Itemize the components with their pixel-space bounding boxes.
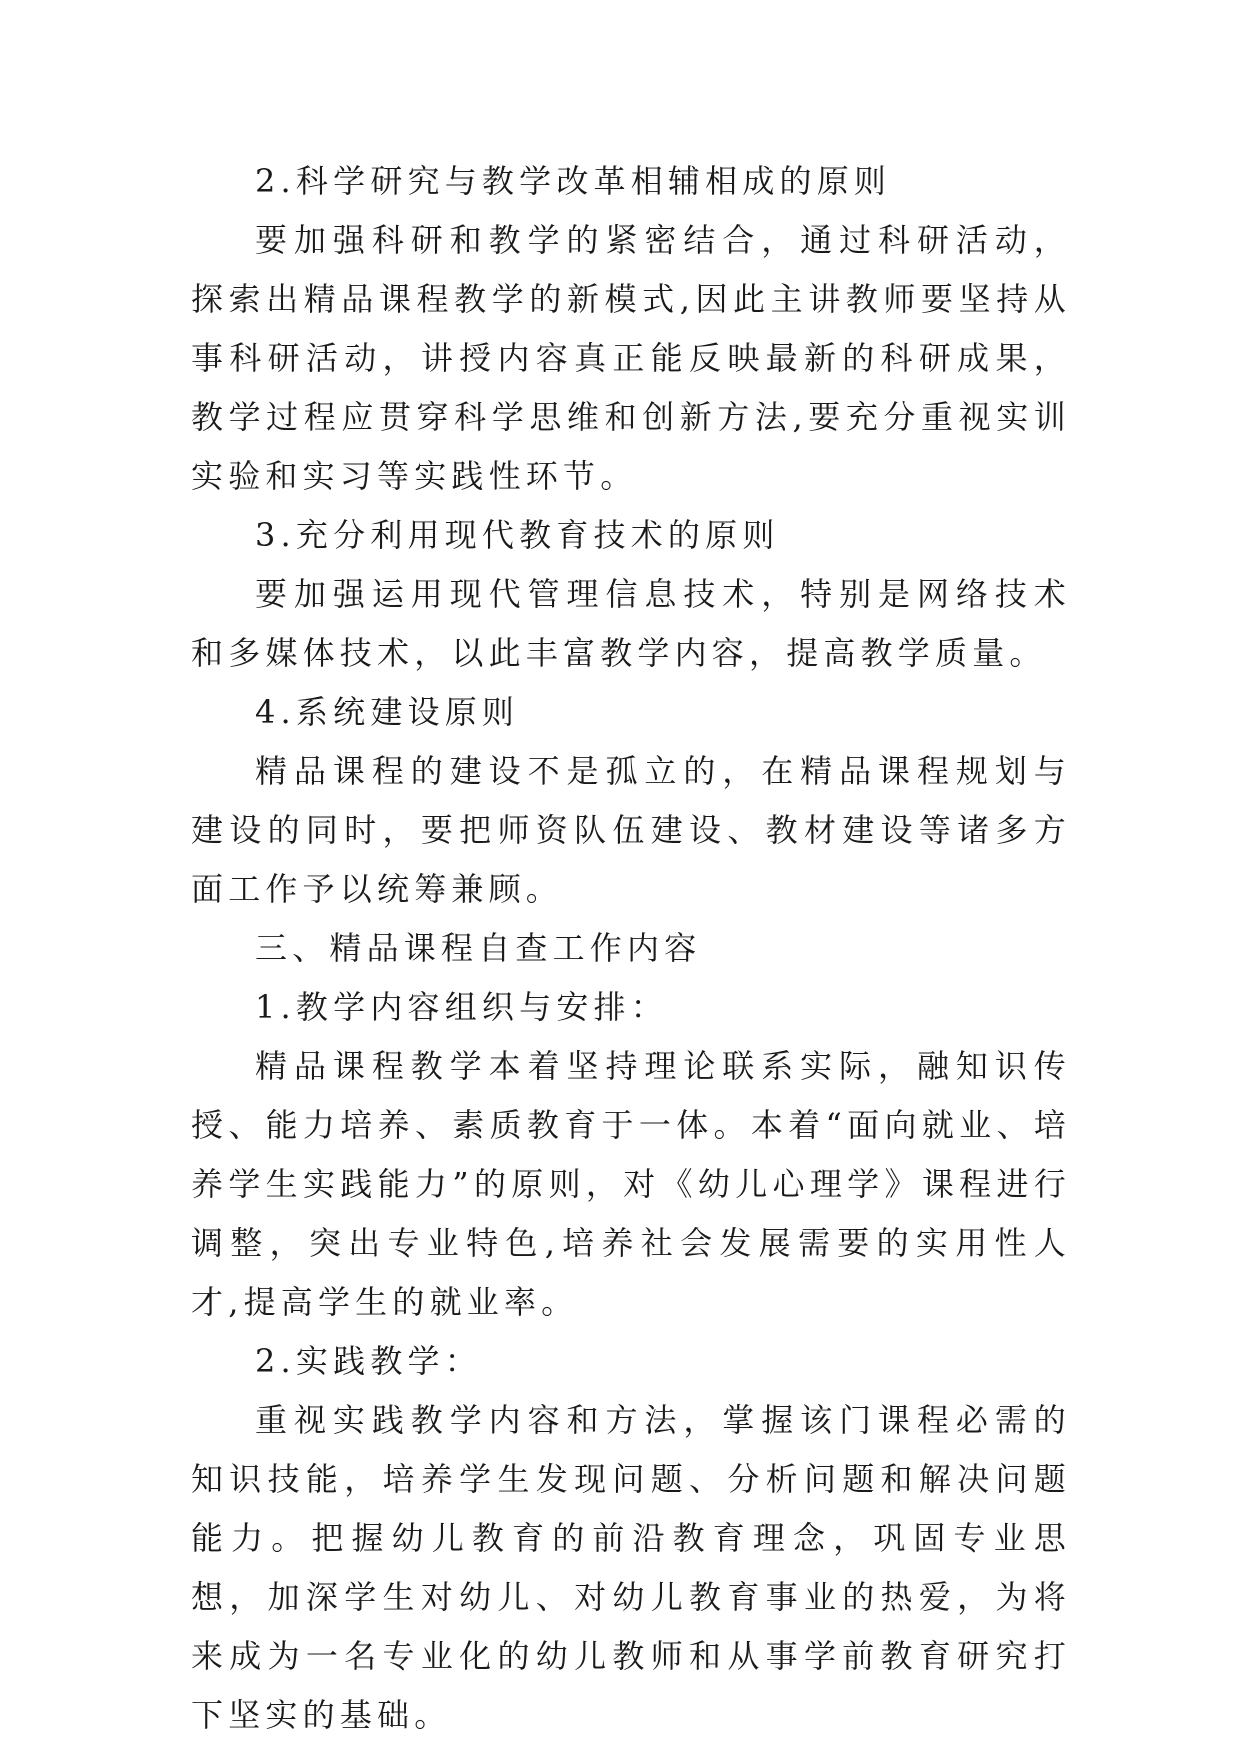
item-1-body: 精品课程教学本着坚持理论联系实际，融知识传授、能力培养、素质教育于一体。本着“面向就业、培养学生实践能力”的原则，对《幼儿心理学》课程进行调整，突出专业特色,培养社会发展需要的实用性人才,提高学生的就业率。 [191, 1047, 1071, 1321]
item-2-body: 重视实践教学内容和方法，掌握该门课程必需的知识技能，培养学生发现问题、分析问题和解决问题能力。把握幼儿教育的前沿教育理念，巩固专业思想，加深学生对幼儿、对幼儿教育事业的热爱，为将来成为一名专业化的幼儿教师和从事学前教育研究打下坚实的基础。 [191, 1401, 1071, 1734]
principle-4-heading: 4.系统建设原则 [255, 693, 520, 731]
item-2-heading: 2.实践教学： [255, 1342, 482, 1380]
item-1-heading: 1.教学内容组织与安排： [255, 988, 668, 1026]
principle-3-body: 要加强运用现代管理信息技术，特别是网络技术和多媒体技术，以此丰富教学内容，提高教学质量。 [191, 575, 1071, 672]
section-3-heading: 三、精品课程自查工作内容 [255, 929, 702, 967]
principle-2-heading: 2.科学研究与教学改革相辅相成的原则 [255, 162, 892, 200]
principle-4-body: 精品课程的建设不是孤立的，在精品课程规划与建设的同时，要把师资队伍建设、教材建设等诸多方面工作予以统筹兼顾。 [191, 752, 1071, 908]
document-body [191, 152, 1071, 1745]
principle-3-heading: 3.充分利用现代教育技术的原则 [255, 516, 780, 554]
principle-2-body: 要加强科研和教学的紧密结合，通过科研活动，探索出精品课程教学的新模式,因此主讲教师要坚持从事科研活动，讲授内容真正能反映最新的科研成果，教学过程应贯穿科学思维和创新方法,要充分重视实训实验和实习等实践性环节。 [191, 221, 1071, 495]
